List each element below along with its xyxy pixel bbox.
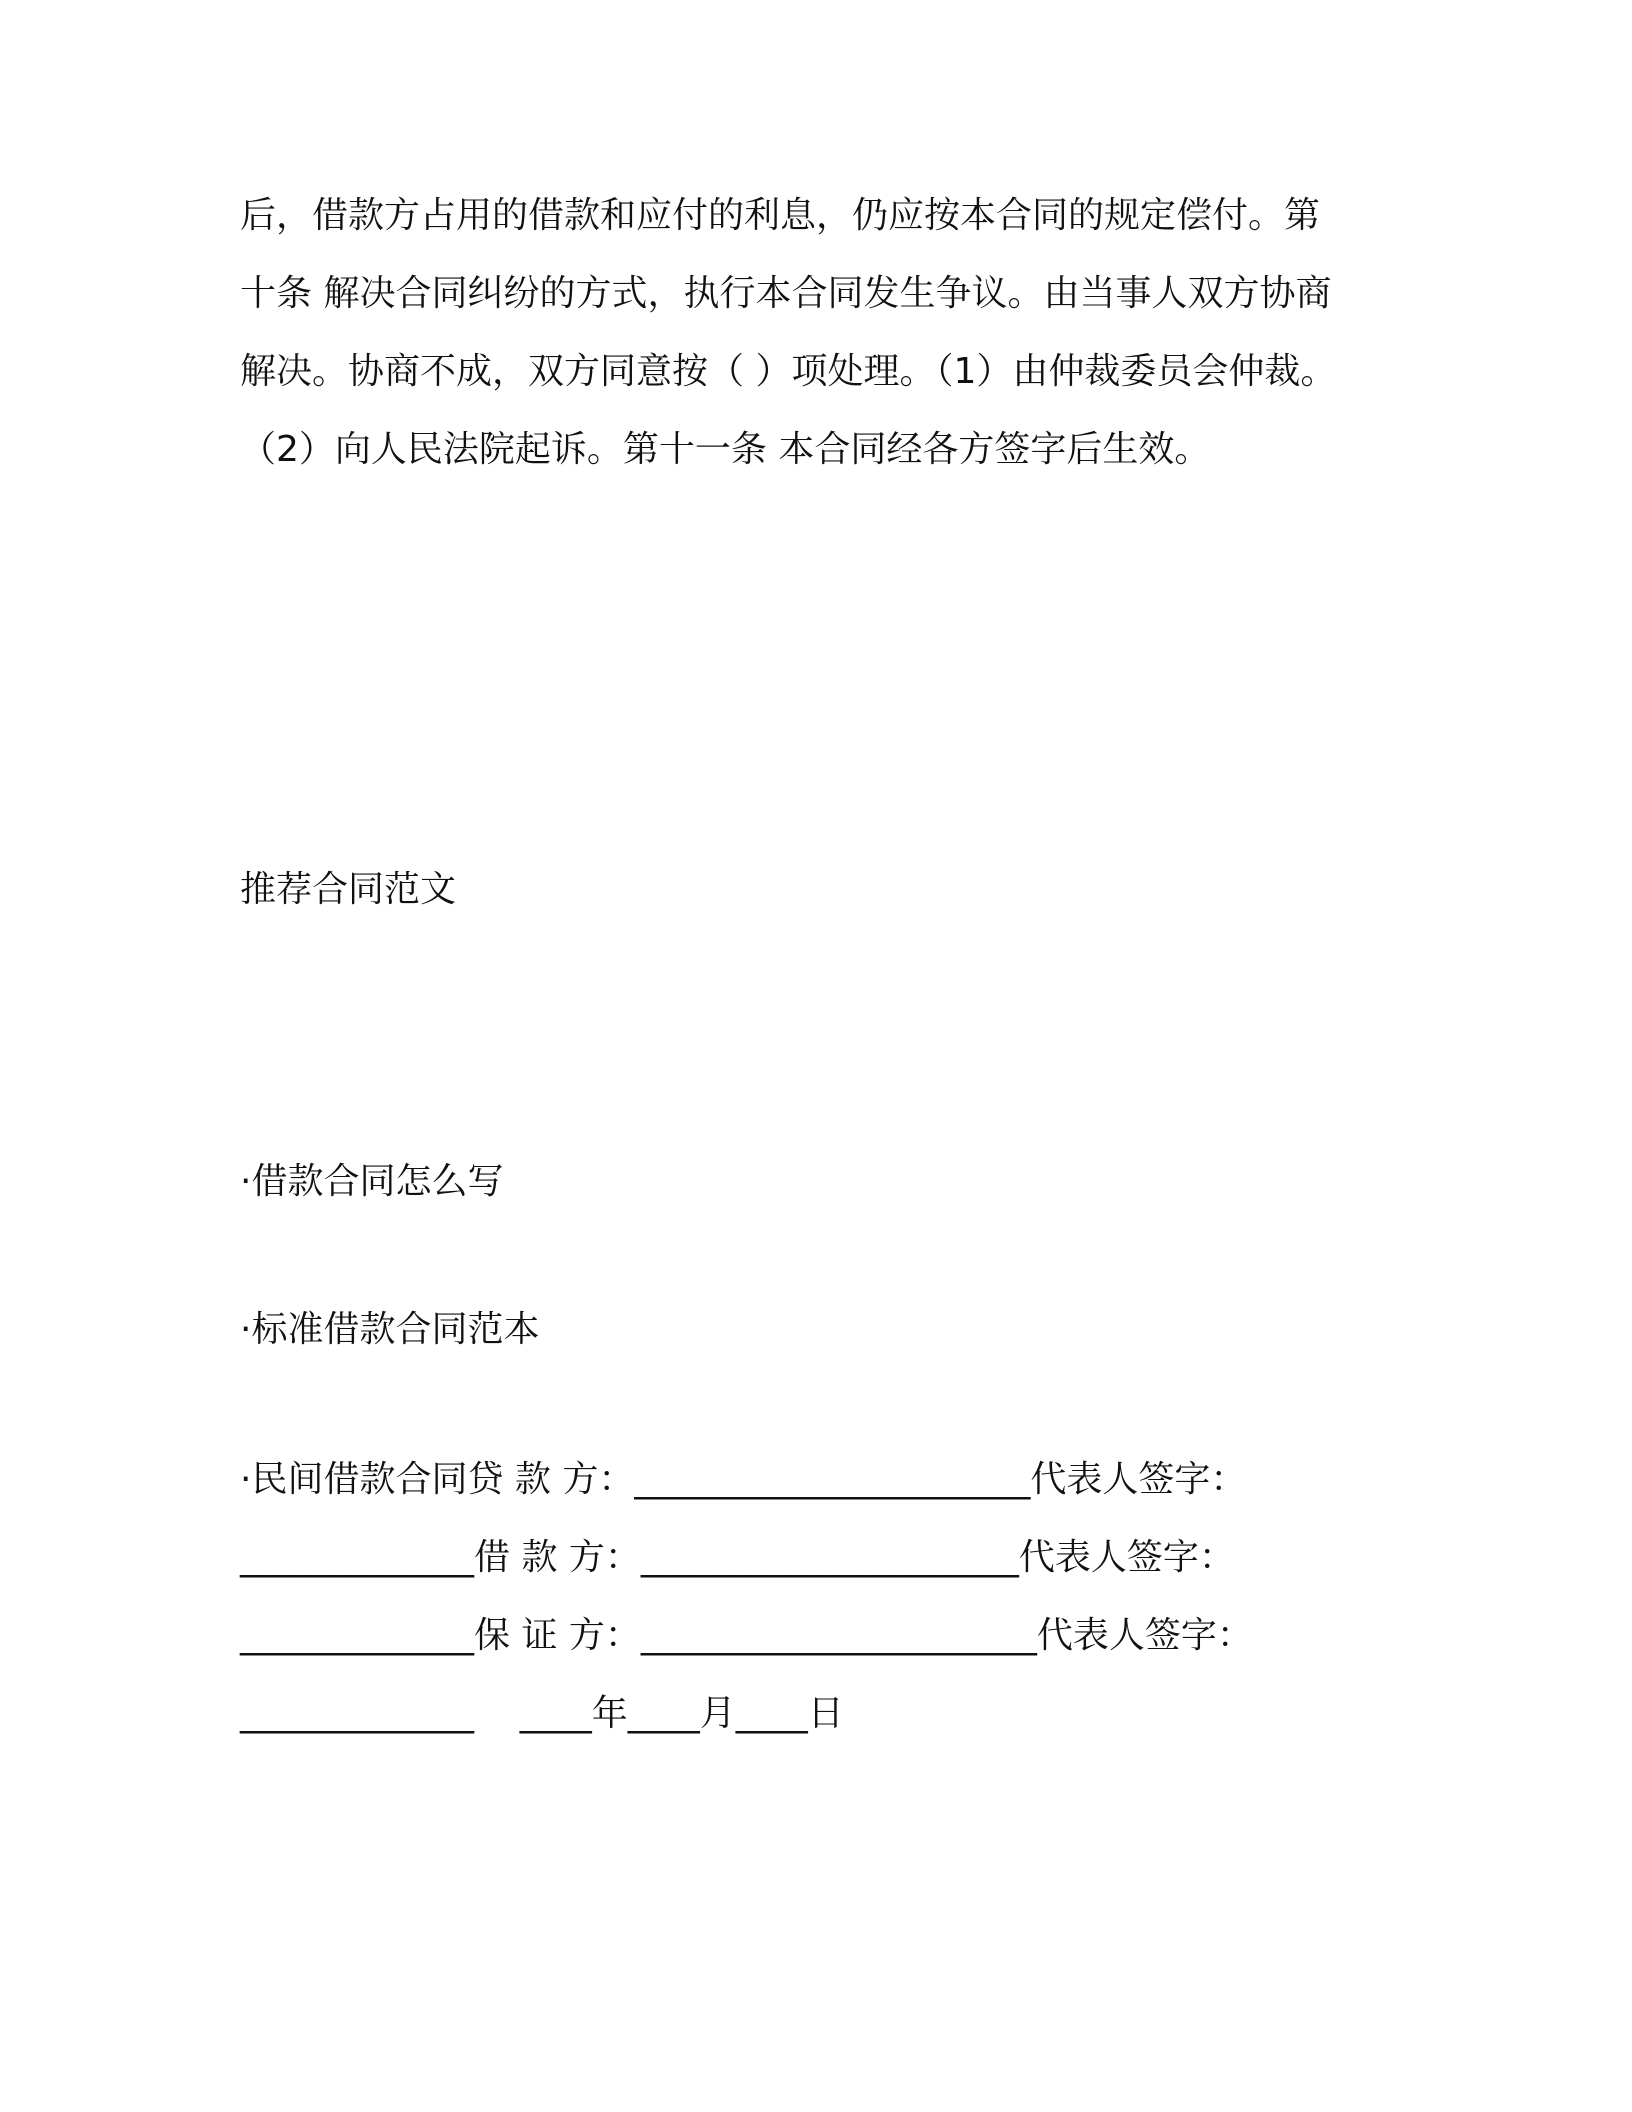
recommended-link-how-to-write[interactable]: ·借款合同怎么写 [240,1161,504,1202]
signature-line-borrower: _____________借 款 方：_____________________代表人签字： [240,1537,1235,1578]
recommended-section-title: 推荐合同范文 [240,869,457,910]
contract-text-line: 后，借款方占用的借款和应付的利息，仍应按本合同的规定偿付。第 [240,195,1321,236]
contract-text-line: 十条 解决合同纠纷的方式，执行本合同发生争议。由当事人双方协商 [240,273,1332,314]
contract-text-line: （2）向人民法院起诉。第十一条 本合同经各方签字后生效。 [240,429,1211,470]
signature-line-lender: ·民间借款合同贷 款 方：______________________代表人签字： [240,1459,1247,1500]
signature-line-guarantor: _____________保 证 方：______________________代表人签字： [240,1615,1253,1656]
contract-text-line: 解决。协商不成，双方同意按（ ）项处理。（1）由仲裁委员会仲裁。 [240,351,1337,392]
recommended-link-standard-template[interactable]: ·标准借款合同范本 [240,1309,540,1350]
signature-line-date: _____________ ____年____月____日 [240,1693,844,1734]
